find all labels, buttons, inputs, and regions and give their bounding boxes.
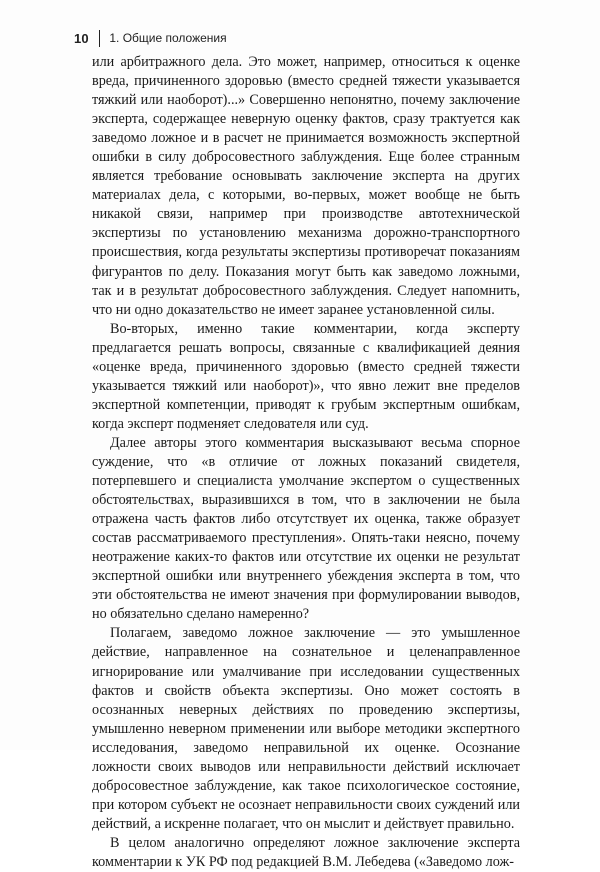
paragraph-3: Далее авторы этого комментария высказывают весьма спорное суждение, что «в отличие от ложных показаний свидетеля, потерпевшего и специалиста умолчание экспертом о существенных обстоятельствах, выразившихся в том, что в заключении не была отражена часть фактов либо отсутствует их оценка, также образует состав рассматриваемого преступления». Опять-таки неясно, почему неотражение каких-то фактов или отсутствие их оценки не результат экспертной ошибки или внутреннего убеждения эксперта в том, что эти обстоятельства не имеют значения при формулировании выводов, но обязательно сделано намеренно? bbox=[92, 434, 520, 623]
header-divider bbox=[99, 30, 101, 47]
paragraph-4: Полагаем, заведомо ложное заключение — это умышленное действие, направленное на сознательное и целенаправленное игнорирование или умалчивание при исследовании существенных фактов и свойств объекта экспертизы. Оно может состоять в осознанных неверных действиях по проведению экспертизы, умышленно неверном применении или выборе методики экспертного исследования, заведомо неправильной их оценке. Осознание ложности своих выводов или неправильности действий исключает добросовестное заблуждение, как такое психологическое состояние, при котором субъект не осознает неправильности своих суждений или действий, а искренне полагает, что он мыслит и действует правильно. bbox=[92, 625, 520, 832]
page-number: 10 bbox=[74, 30, 89, 46]
body-text bbox=[92, 53, 520, 872]
running-head bbox=[74, 28, 227, 48]
paragraph-2: Во-вторых, именно такие комментарии, когда эксперту предлагается решать вопросы, связанные с квалификацией деяния «оценке вреда, причиненного здоровью (вместо средней тяжести указывается тяжкий или наоборот)», что явно лежит вне пределов экспертной компетенции, приводят к грубым экспертным ошибкам, когда эксперт подменяет следователя или суд. bbox=[92, 320, 520, 432]
paragraph-5: В целом аналогично определяют ложное заключение эксперта комментарии к УК РФ под редакцией В.М. Лебедева («Заведомо лож- bbox=[92, 834, 520, 870]
chapter-title: 1. Общие положения bbox=[109, 31, 227, 45]
paragraph-1: или арбитражного дела. Это может, например, относиться к оценке вреда, причиненного здоровью (вместо средней тяжести указывается тяжкий или наоборот)...» Совершенно непонятно, почему заключение эксперта, содержащее неверную оценку фактов, сразу трактуется как заведомо ложное и в расчет не принимается возможность экспертной ошибки в силу добросовестного заблуждения. Еще более странным является требование основывать заключение эксперта на других материалах дела, с которыми, во-первых, может вообще не быть никакой связи, например при производстве автотехнической экспертизы по установлению механизма дорожно-транспортного происшествия, когда результаты экспертизы противоречат показаниям фигурантов по делу. Показания могут быть как заведомо ложными, так и в результат добросовестного заблуждения. Следует напомнить, что ни одно доказательство не имеет заранее установленной силы. bbox=[92, 54, 520, 318]
